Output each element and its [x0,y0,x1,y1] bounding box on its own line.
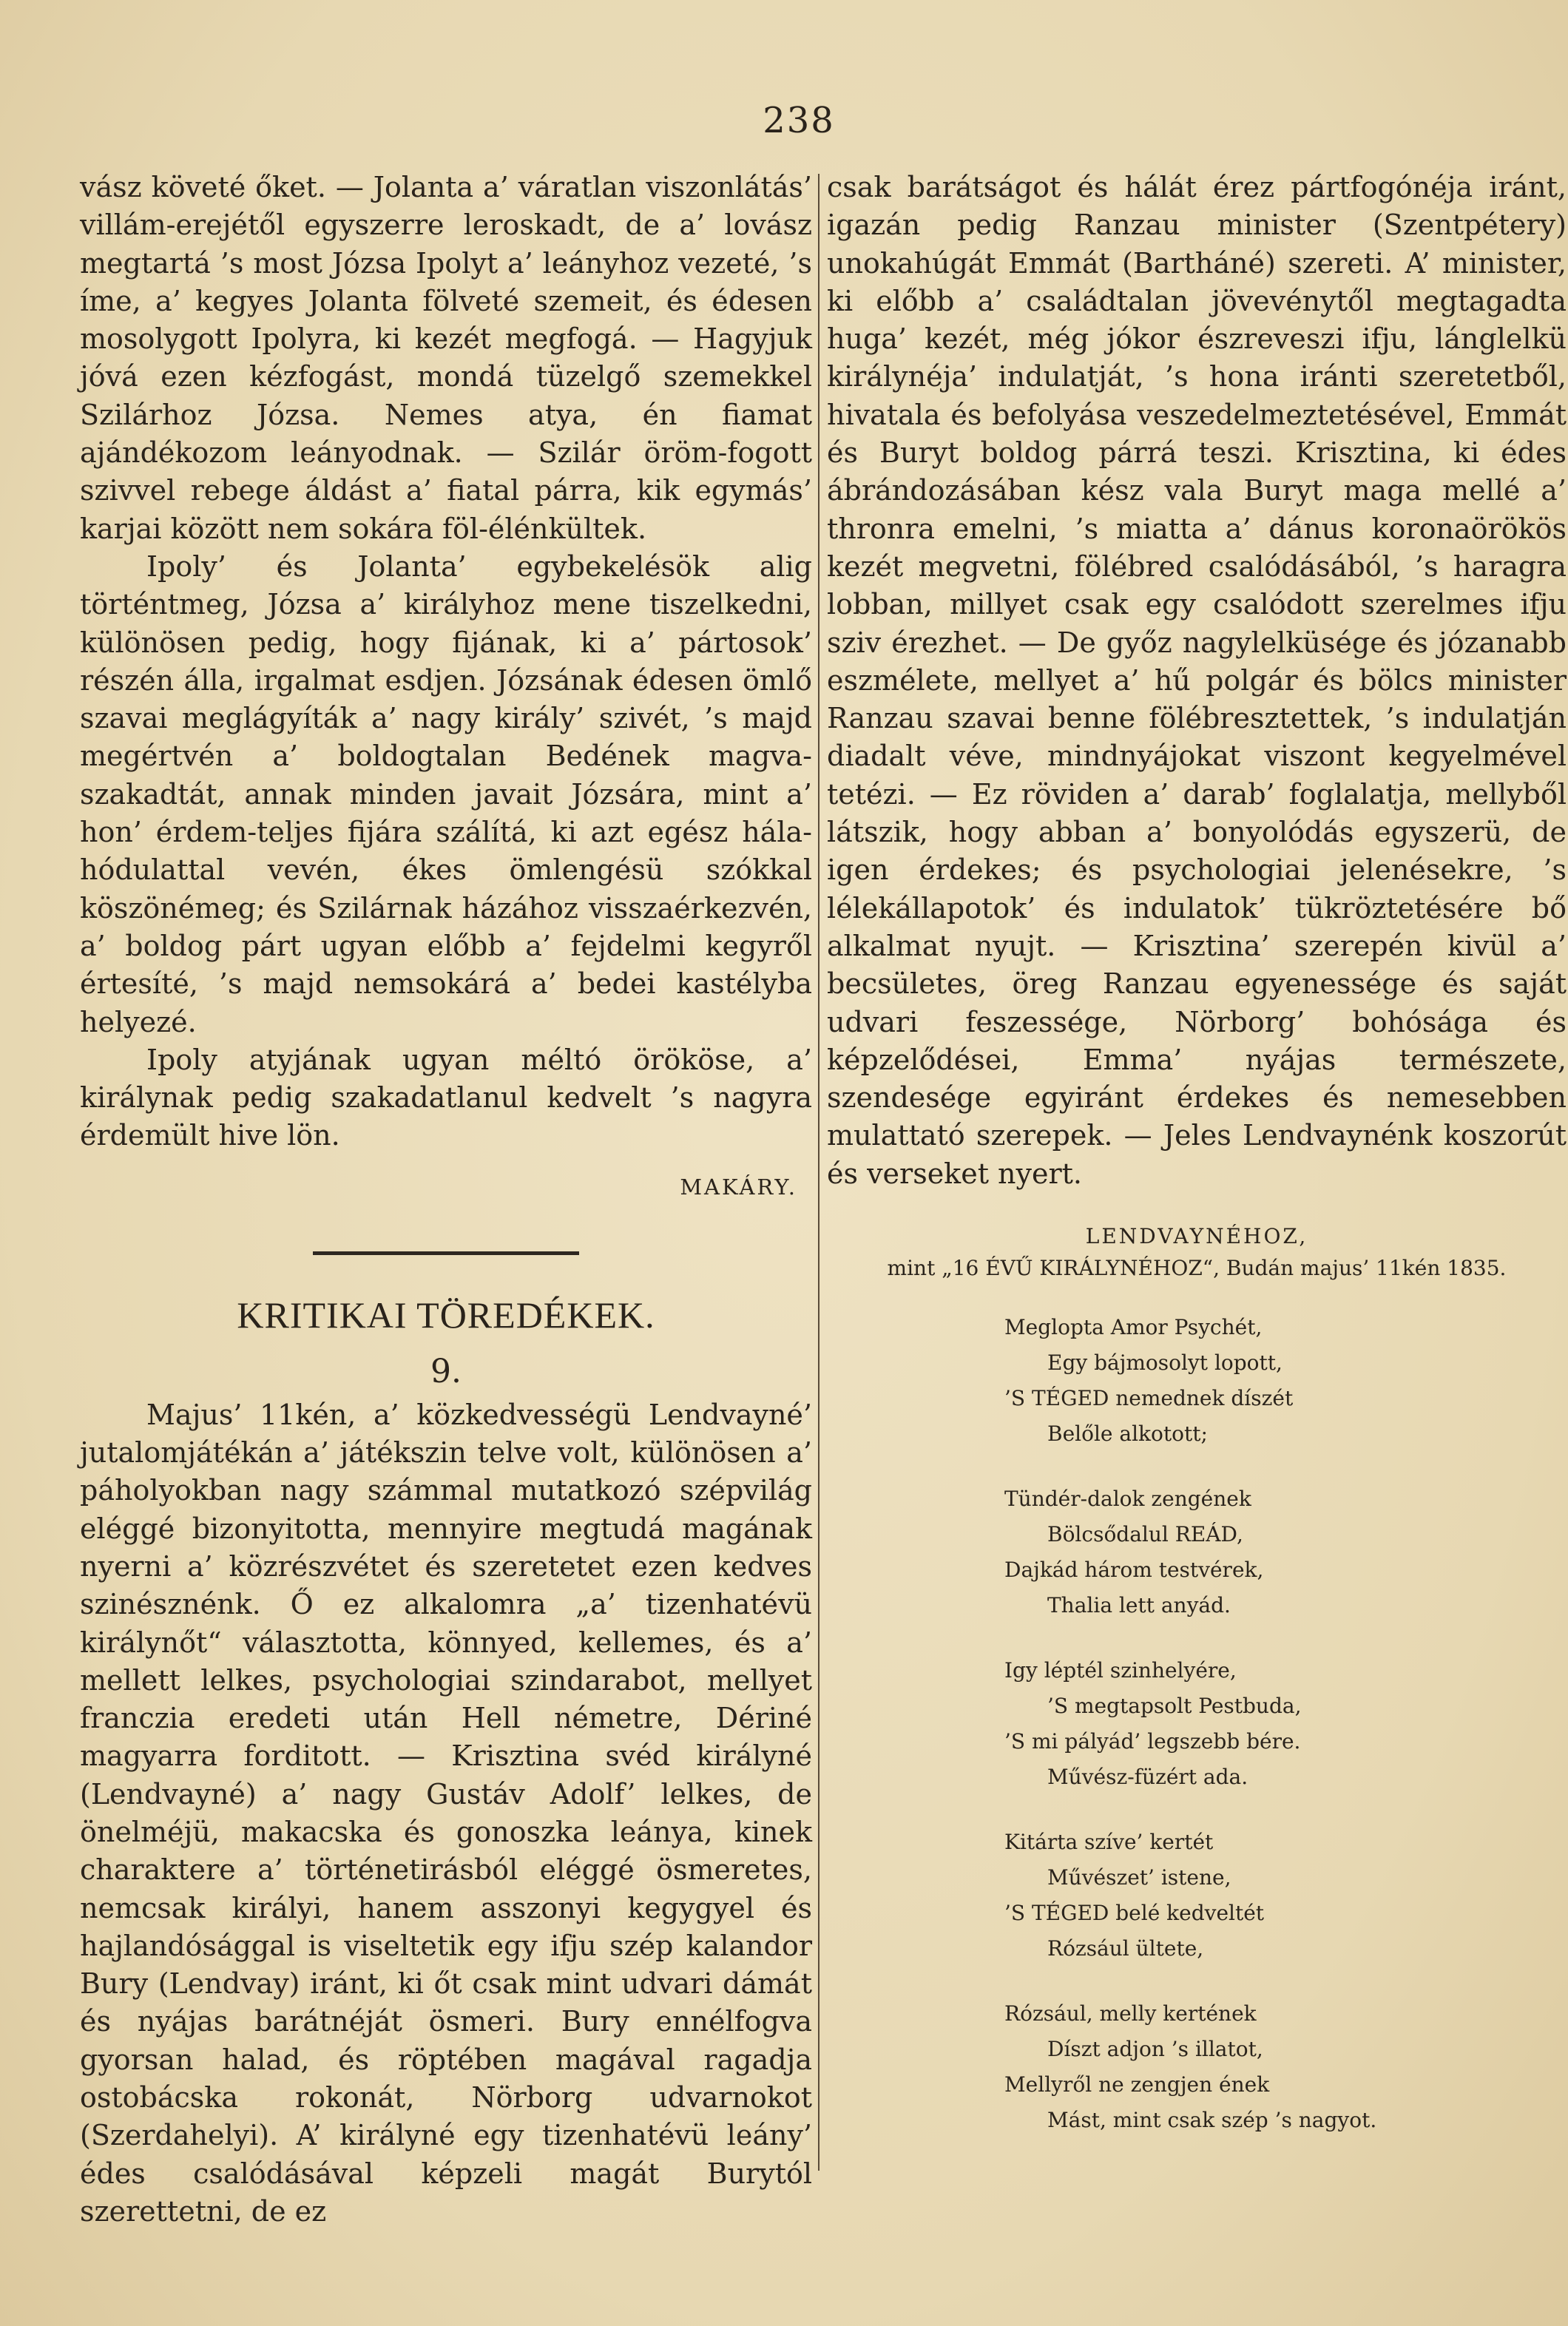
poem-line: Egy bájmosolyt lopott, [1047,1350,1283,1376]
poem-line: Belőle alkotott; [1047,1421,1208,1447]
poem-line: Thalia lett anyád. [1047,1593,1231,1618]
poem-stanza [1004,1825,1567,1967]
poem-stanza [1004,1653,1567,1795]
poem-dedication: mint „16 ÉVŰ KIRÁLYNÉHOZ“, Budán majus’ 11kén 1835. [887,1256,1507,1281]
poem-line: Művész-füzért ada. [1047,1765,1248,1790]
poem-line: ’S TÉGED belé kedveltét [1004,1901,1265,1926]
poem-line: Mást, mint csak szép ’s nagyot. [1047,2108,1377,2133]
review-paragraph: Majus’ 11kén, a’ közkedvességü Lendvayné’ jutalomjátékán a’ játékszin telve volt, különösen a’ páholyokban nagy számmal mutatkozó szépvilág eléggé bizonyitotta, mennyire megtudá magának nyerni a’ közrészvétet és szeretetet ezen kedves szinésznénk. Ő ez alkalomra „a’ tizenhatévü királynőt“ választotta, könnyed, kellemes, és a’ mellett lelkes, psychologiai szindarabot, mellyet franczia eredeti után Hell németre, Dériné magyarra forditott. — Krisztina svéd királyné (Lendvayné) a’ nagy Gustáv Adolf’ lelkes, de önelméjü, makacska és gonoszka leánya, kinek charaktere a’ történetirásból eléggé ösmeretes, nemcsak királyi, hanem asszonyi kegygyel és hajlandósággal is viseltetik egy ifju szép kalandor Bury (Lendvay) iránt, ki őt csak mint udvari dámát és nyájas barátnéját ösmeri. Bury ennélfogva gyorsan halad, és röptében magával ragadja ostobácska rokonát, Nörborg udvarnokot (Szerdahelyi). A’ királyné egy tizenhatévü leány’ édes csalódásával képzeli magát Burytól szerettetni, de ez [80,1398,812,2228]
poem-line: Bölcsődalul REÁD, [1047,1522,1243,1547]
poem-line: Mellyről ne zengjen ének [1004,2072,1270,2097]
poem-line: Rózsául, melly kertének [1004,2001,1257,2026]
article-paragraph: Ipoly’ és Jolanta’ egybekelésök alig történtmeg, Józsa a’ királyhoz mene tiszelkedni, különösen pedig, hogy fijának, ki a’ pártosok’ részén álla, irgalmat esdjen. Józsának édesen ömlő szavai meglágyíták a’ nagy király’ szivét, ’s majd megértvén a’ boldogtalan Bedének magva-szakadtát, annak minden javait Józsára, mint a’ hon’ érdem-teljes fijára szálítá, ki azt egész hála-hódulattal vevén, ékes ömlengésü szókkal köszönémeg; és Szilárnak házához visszaérkezvén, a’ boldog párt ugyan előbb a’ fejdelmi kegyről értesíté, ’s majd nemsokárá a’ bedei kastélyba helyezé. [80,550,812,1038]
poem-line: Díszt adjon ’s illatot, [1047,2037,1263,2062]
page-number: 238 [763,100,835,141]
article-paragraph: Ipoly atyjának ugyan méltó örököse, a’ királynak pedig szakadatlanul kedvelt ’s nagyra érdemült hive lön. [80,1043,812,1152]
section-divider [313,1251,579,1255]
right-column [827,169,1567,2168]
poem-title: LENDVAYNÉHOZ, [1085,1224,1308,1249]
poem-line: Tündér-dalok zengének [1004,1487,1251,1512]
poem-line: Igy léptél szinhelyére, [1004,1658,1237,1683]
poem-line: Művészet’ istene, [1047,1865,1231,1890]
poem-line: Dajkád három testvérek, [1004,1558,1264,1583]
article-paragraph: vász követé őket. — Jolanta a’ váratlan viszonlátás’ villám-erejétől egyszerre leroskadt, de a’ lovász megtartá ’s most Józsa Ipolyt a’ leányhoz vezeté, ’s íme, a’ kegyes Jolanta fölveté szemeit, és édesen mosolygott Ipolyra, ki kezét megfogá. — Hagyjuk jóvá ezen kézfogást, mondá tüzelgő szemekkel Szilárhoz Józsa. Nemes atya, én fiamat ajándékozom leányodnak. — Szilár öröm-fogott szivvel rebege áldást a’ fiatal párra, kik egymás’ karjai között nem sokára föl-élénkültek. [80,171,812,545]
review-paragraph-continued: csak barátságot és hálát érez pártfogónéja iránt, igazán pedig Ranzau minister (Szentpétery) unokahúgát Emmát (Bartháné) szereti. A’ minister, ki előbb a’ családtalan jövevénytől megtagadta huga’ kezét, még jókor észreveszi ifju, lánglelkü királynéja’ indulatját, ’s hona iránti szeretetből, hivatala és befolyása veszedelmeztetésével, Emmát és Buryt boldog párrá teszi. Krisztina, ki édes ábrándozásában kész vala Buryt maga mellé a’ thronra emelni, ’s miatta a’ dánus koronaörökös kezét megvetni, fölébred csalódásából, ’s haragra lobban, millyet csak egy csalódott szerelmes ifju sziv érezhet. — De győz nagylelküsége és józanabb eszmélete, mellyet a’ hű polgár és bölcs minister Ranzau szavai benne fölébresztettek, ’s indulatján diadalt véve, mindnyájokat viszont kegyelmével tetézi. — Ez röviden a’ darab’ foglalatja, mellyből látszik, hogy abban a’ bonyolódás egyszerü, de igen érdekes; és psychologiai jelenésekre, ’s lélekállapotok’ és indulatok’ tükröztetésére bő alkalmat nyujt. — Krisztina’ szerepén kivül a’ becsületes, öreg Ranzau egyenessége és saját udvari feszessége, Nörborg’ bohósága és képzelődései, Emma’ nyájas természete, szendesége egyiránt érdekes és nemesebben mulattató szerepek. — Jeles Lendvaynénk koszorút és verseket nyert. [827,171,1567,1190]
poem-line: ’S TÉGED nemednek díszét [1004,1386,1294,1411]
column-divider [818,174,820,2171]
poem-line: ’S mi pályád’ legszebb bére. [1004,1729,1301,1754]
section-title: KRITIKAI TÖREDÉKEK. [237,1294,655,1336]
author-signature: MAKÁRY. [680,1174,797,1200]
poem-stanza [1004,1310,1567,1452]
left-column [80,169,812,2231]
poem-line: Kitárta szíve’ kertét [1004,1830,1214,1855]
poem-line: Meglopta Amor Psychét, [1004,1315,1263,1340]
poem-stanza [1004,1481,1567,1623]
poem-line: ’S megtapsolt Pestbuda, [1047,1694,1302,1719]
poem-line: Rózsául ültete, [1047,1936,1204,1961]
poem-stanza [1004,1996,1567,2138]
section-number: 9. [430,1352,462,1390]
